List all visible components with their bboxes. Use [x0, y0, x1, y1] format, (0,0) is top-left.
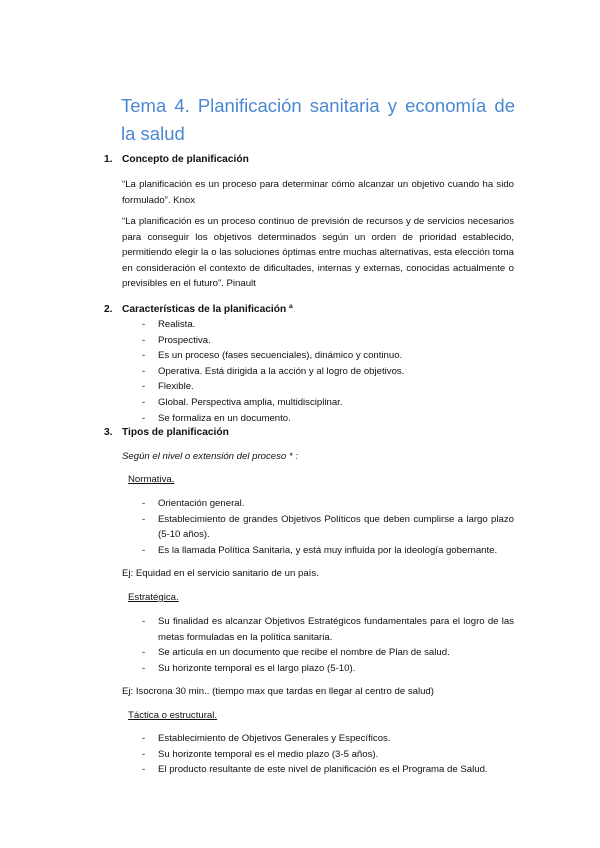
section-number: 2.	[104, 304, 113, 315]
list-item: - Flexible.	[142, 381, 194, 393]
normativa-list	[142, 496, 514, 558]
section-number: 3.	[104, 427, 113, 438]
quote-knox: “La planificación es un proceso para determinar cómo alcanzar un objetivo cuando ha sido formulado”. Knox	[122, 179, 514, 206]
list-item: - Su horizonte temporal es el largo plazo (5-10).	[142, 662, 356, 674]
list-item: - Es un proceso (fases secuenciales), dinámico y continuo.	[142, 350, 403, 362]
section-heading-2	[104, 303, 293, 317]
list-item: - Se articula en un documento que recibe el nombre de Plan de salud.	[142, 647, 450, 659]
section-heading-3	[104, 426, 229, 440]
section-title: Características de la planificación ª	[122, 304, 293, 315]
estrategica-label: Estratégica.	[128, 592, 179, 603]
tactica-label: Táctica o estructural.	[128, 710, 218, 721]
estrategica-example: Ej: Isocrona 30 min.. (tiempo max que tardas en llegar al centro de salud)	[122, 686, 434, 697]
tipos-intro: Según el nivel o extensión del proceso * :	[122, 451, 298, 462]
section-title: Tipos de planificación	[122, 427, 229, 438]
list-item: - Global. Perspectiva amplia, multidisciplinar.	[142, 396, 343, 408]
list-item: - Establecimiento de grandes Objetivos Políticos que deben cumplirse a largo plazo (5-10 años).	[142, 513, 514, 541]
normativa-label: Normativa.	[128, 474, 175, 485]
list-item: - Operativa. Está dirigida a la acción y al logro de objetivos.	[142, 365, 405, 377]
caracteristicas-list	[142, 317, 514, 426]
quote-pinault: “La planificación es un proceso continuo de previsión de recursos y de servicios necesarios para conseguir los objetivos determinados según un orden de prioridad establecido, permitiendo elegir la o las soluciones óptimas entre muchas alternativas, esta elección toma en consideración el contexto de dificultades, internas y externas, conocidas actualmente o previsibles en el futuro”. Pinault	[122, 216, 514, 289]
page-title: Tema 4. Planificación sanitaria y economía de la salud	[121, 95, 515, 144]
list-item: - Su horizonte temporal es el medio plazo (3-5 años).	[142, 748, 379, 760]
list-item: - Su finalidad es alcanzar Objetivos Estratégicos fundamentales para el logro de las metas formuladas en la política sanitaria.	[142, 616, 514, 643]
list-item: - Orientación general.	[142, 498, 245, 509]
section-title: Concepto de planificación	[122, 154, 249, 165]
list-item: - Prospectiva.	[142, 334, 211, 346]
section-heading-1	[104, 153, 249, 167]
list-item: - Realista.	[142, 319, 196, 330]
list-item: - El producto resultante de este nivel de planificación es el Programa de Salud.	[142, 764, 488, 776]
section-number: 1.	[104, 154, 113, 165]
normativa-example: Ej: Equidad en el servicio sanitario de un país.	[122, 568, 319, 579]
list-item: - Se formaliza en un documento.	[142, 412, 291, 424]
list-item: - Es la llamada Política Sanitaria, y está muy influida por la ideología gobernante.	[142, 544, 498, 556]
estrategica-list	[142, 614, 514, 676]
tactica-list	[142, 731, 514, 778]
list-item: - Establecimiento de Objetivos Generales y Específicos.	[142, 733, 391, 744]
